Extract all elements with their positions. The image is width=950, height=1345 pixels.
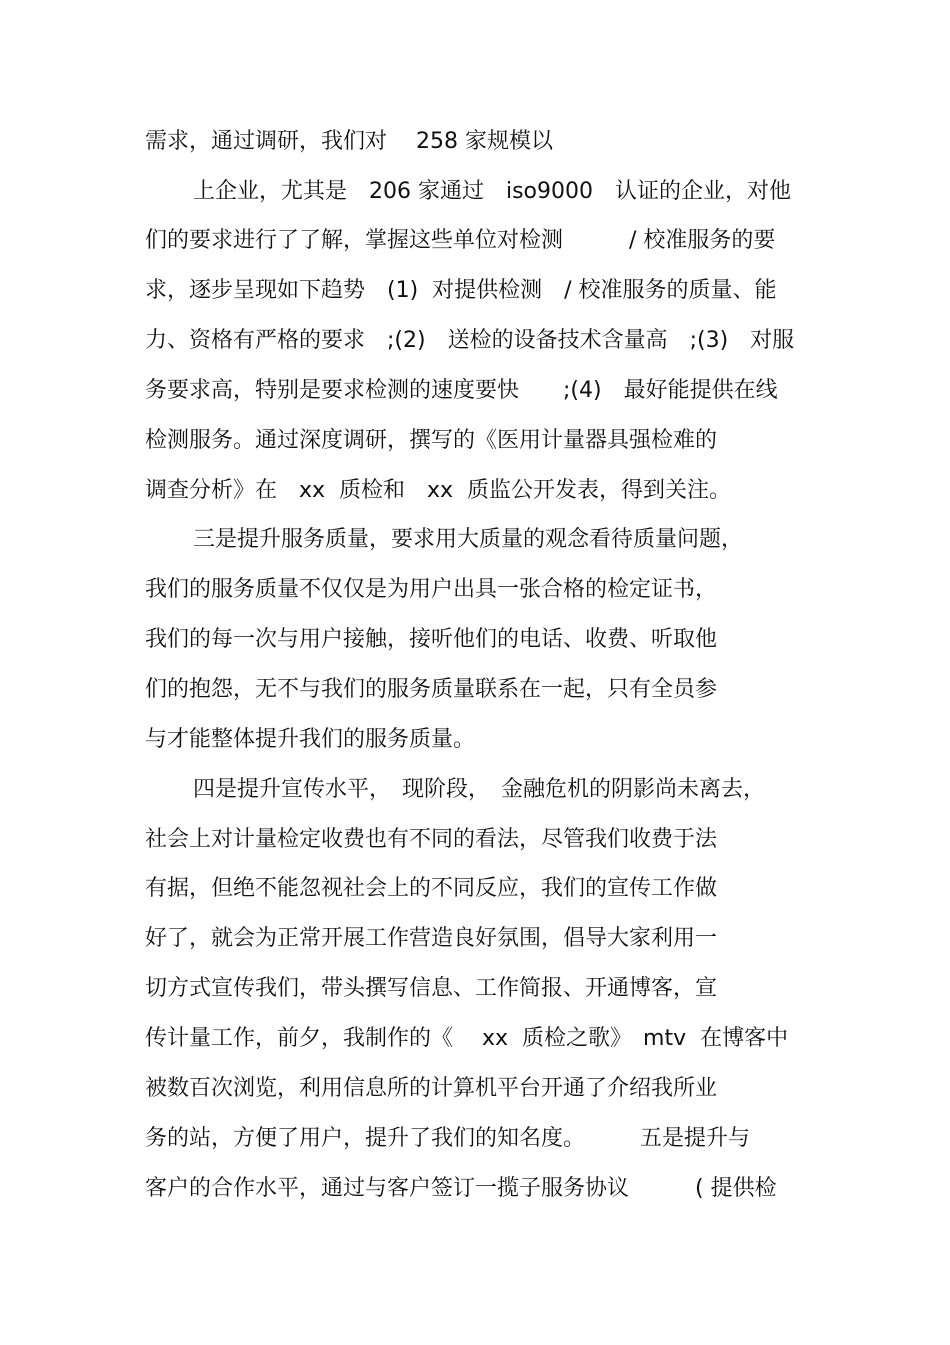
text-line: 好了，就会为正常开展工作营造良好氛围，倡导大家利用一 [145,926,718,951]
text-line: 务要求高，特别是要求检测的速度要快 ;(4) 最好能提供在线 [145,378,778,403]
text-line: 与才能整体提升我们的服务质量。 [145,727,476,752]
text-line: 务的站，方便了用户，提升了我们的知名度。 五是提升与 [145,1126,751,1151]
text-line: 检测服务。通过深度调研，撰写的《医用计量器具强检难的 [145,428,718,453]
text-line: 四是提升宣传水平， 现阶段， 金融危机的阴影尚未离去， [193,777,766,802]
text-line: 调查分析》在 xx 质检和 xx 质监公开发表，得到关注。 [145,478,732,503]
text-line: 上企业，尤其是 206 家通过 iso9000 认证的企业，对他 [193,179,792,204]
text-line: 力、资格有严格的要求 ;(2) 送检的设备技术含量高 ;(3) 对服 [145,328,795,353]
text-line: 我们的每一次与用户接触，接听他们的电话、收费、听取他 [145,627,718,652]
text-line: 我们的服务质量不仅仅是为用户出具一张合格的检定证书， [145,577,718,602]
text-line: 社会上对计量检定收费也有不同的看法，尽管我们收费于法 [145,827,718,852]
text-line: 们的要求进行了了解，掌握这些单位对检测 / 校准服务的要 [145,228,776,253]
text-line: 客户的合作水平，通过与客户签订一揽子服务协议 ( 提供检 [145,1176,777,1201]
text-line: 被数百次浏览，利用信息所的计算机平台开通了介绍我所业 [145,1076,718,1101]
text-line: 传计量工作，前夕，我制作的《 xx 质检之歌》 mtv 在博客中 [145,1026,789,1051]
text-line: 求，逐步呈现如下趋势 (1) 对提供检测 / 校准服务的质量、能 [145,278,777,303]
text-line: 切方式宣传我们，带头撰写信息、工作简报、开通博客，宣 [145,976,718,1001]
text-line: 有据，但绝不能忽视社会上的不同反应，我们的宣传工作做 [145,876,718,901]
text-line: 三是提升服务质量，要求用大质量的观念看待质量问题， [193,527,744,552]
text-line: 需求，通过调研，我们对 258 家规模以 [145,129,553,154]
text-line: 们的抱怨，无不与我们的服务质量联系在一起，只有全员参 [145,677,718,702]
